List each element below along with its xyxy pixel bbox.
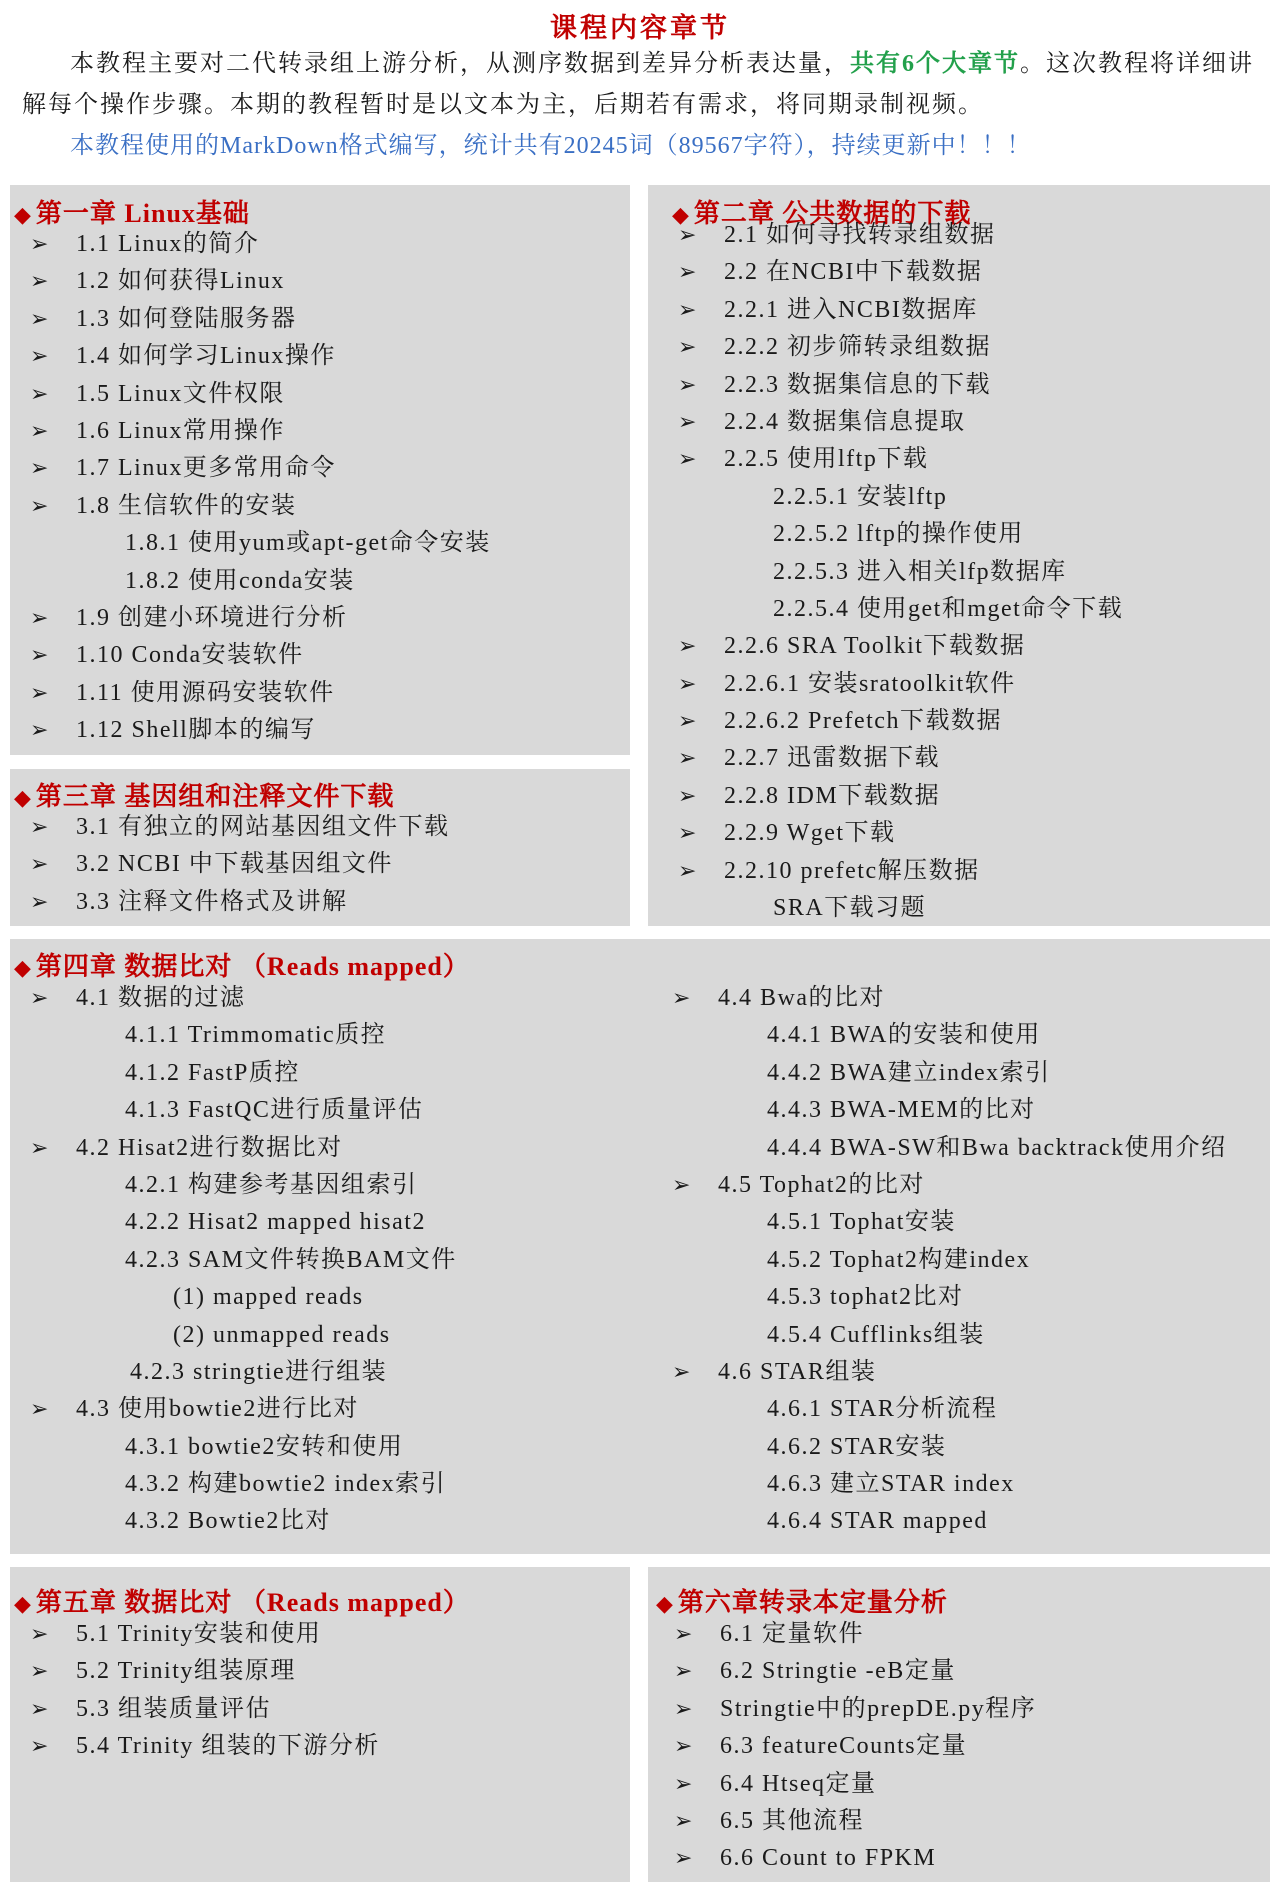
arrow-bullet-icon: ➢ bbox=[678, 634, 698, 660]
toc-item bbox=[28, 413, 628, 450]
toc-item-label: 2.2.3 数据集信息的下载 bbox=[724, 371, 991, 398]
toc-item bbox=[670, 980, 1265, 1017]
toc-item-label: (1) mapped reads bbox=[173, 1284, 364, 1311]
toc-item bbox=[676, 628, 1266, 665]
toc-item-label: 2.2 在NCBI中下载数据 bbox=[724, 259, 983, 286]
toc-item bbox=[28, 450, 628, 487]
toc-item bbox=[28, 1017, 628, 1054]
toc-item-label: 1.4 如何学习Linux操作 bbox=[76, 343, 336, 370]
toc-item bbox=[28, 1391, 628, 1428]
arrow-bullet-icon: ➢ bbox=[678, 821, 698, 847]
page-title: 课程内容章节 bbox=[550, 13, 730, 43]
toc-item-label: 1.6 Linux常用操作 bbox=[76, 417, 285, 444]
toc-item bbox=[28, 1616, 628, 1653]
arrow-bullet-icon: ➢ bbox=[30, 232, 50, 257]
arrow-bullet-icon: ➢ bbox=[30, 1135, 50, 1161]
toc-item-label: 4.5.1 Tophat安装 bbox=[767, 1209, 956, 1236]
toc-item bbox=[28, 338, 628, 375]
toc-item bbox=[670, 1466, 1265, 1503]
arrow-bullet-icon: ➢ bbox=[30, 344, 50, 370]
toc-item bbox=[670, 1429, 1265, 1466]
toc-item bbox=[676, 516, 1266, 553]
toc-item-label: 1.8.2 使用conda安装 bbox=[125, 567, 355, 594]
chapter-3-list bbox=[28, 809, 628, 921]
arrow-bullet-icon: ➢ bbox=[30, 306, 50, 332]
arrow-bullet-icon: ➢ bbox=[30, 418, 50, 444]
toc-item bbox=[676, 441, 1266, 478]
toc-item-label: 1.3 如何登陆服务器 bbox=[76, 305, 297, 332]
toc-item bbox=[672, 1803, 1267, 1840]
toc-item bbox=[676, 217, 1266, 254]
arrow-bullet-icon: ➢ bbox=[672, 1359, 692, 1385]
toc-item-label: 6.2 Stringtie -eB定量 bbox=[720, 1658, 956, 1685]
toc-item bbox=[676, 404, 1266, 441]
diamond-icon: ◆ bbox=[14, 955, 32, 980]
toc-item-label: 4.6.4 STAR mapped bbox=[767, 1508, 988, 1535]
toc-item bbox=[28, 884, 628, 921]
toc-item bbox=[28, 1429, 628, 1466]
toc-item bbox=[28, 1204, 628, 1241]
toc-item bbox=[28, 488, 628, 525]
toc-item bbox=[28, 809, 628, 846]
arrow-bullet-icon: ➢ bbox=[678, 709, 698, 735]
chapter-4-heading bbox=[14, 946, 470, 983]
toc-item bbox=[670, 1317, 1265, 1354]
toc-item-label: 6.5 其他流程 bbox=[720, 1807, 864, 1834]
arrow-bullet-icon: ➢ bbox=[30, 605, 50, 631]
toc-item bbox=[672, 1616, 1267, 1653]
chapter-5-heading bbox=[14, 1582, 470, 1619]
arrow-bullet-icon: ➢ bbox=[674, 1808, 694, 1834]
toc-item-label: 3.3 注释文件格式及讲解 bbox=[76, 888, 348, 915]
toc-item bbox=[28, 600, 628, 637]
chapter-1-panel bbox=[10, 185, 630, 755]
toc-item-label: 2.1 如何寻找转录组数据 bbox=[724, 222, 996, 248]
chapter-3-heading bbox=[14, 776, 394, 813]
toc-item-label: 3.1 有独立的网站基因组文件下载 bbox=[76, 814, 450, 840]
arrow-bullet-icon: ➢ bbox=[30, 889, 50, 915]
toc-item bbox=[28, 1317, 628, 1354]
toc-item bbox=[670, 1167, 1265, 1204]
arrow-bullet-icon: ➢ bbox=[30, 1659, 50, 1685]
toc-item-label: 2.2.8 IDM下载数据 bbox=[724, 782, 941, 809]
toc-item bbox=[28, 1728, 628, 1765]
toc-item-label: 2.2.7 迅雷数据下载 bbox=[724, 745, 940, 772]
chapter-4-right-list bbox=[670, 980, 1265, 1541]
toc-item bbox=[28, 1503, 628, 1540]
toc-item bbox=[670, 1503, 1265, 1540]
chapter-heading-text: 第六章转录本定量分析 bbox=[677, 1588, 948, 1617]
diamond-icon: ◆ bbox=[656, 1591, 674, 1616]
toc-item bbox=[28, 563, 628, 600]
intro-paragraph bbox=[22, 44, 1267, 126]
arrow-bullet-icon: ➢ bbox=[30, 643, 50, 669]
toc-item bbox=[670, 1279, 1265, 1316]
toc-item-label: 2.2.5.4 使用get和mget命令下载 bbox=[773, 595, 1124, 622]
toc-item-label: 4.2.3 SAM文件转换BAM文件 bbox=[125, 1246, 457, 1273]
arrow-bullet-icon: ➢ bbox=[678, 671, 698, 697]
toc-item bbox=[676, 890, 1266, 927]
toc-item bbox=[670, 1017, 1265, 1054]
toc-item bbox=[676, 666, 1266, 703]
diamond-icon: ◆ bbox=[14, 1591, 32, 1616]
arrow-bullet-icon: ➢ bbox=[678, 746, 698, 772]
arrow-bullet-icon: ➢ bbox=[30, 456, 50, 482]
toc-item-label: 4.4.3 BWA-MEM的比对 bbox=[767, 1097, 1036, 1124]
diamond-icon: ◆ bbox=[14, 202, 32, 227]
toc-item-label: 2.2.2 初步筛转录组数据 bbox=[724, 334, 991, 361]
chapter-4-panel bbox=[10, 939, 1270, 1554]
arrow-bullet-icon: ➢ bbox=[674, 1734, 694, 1760]
toc-item-label: 4.4.1 BWA的安装和使用 bbox=[767, 1022, 1041, 1049]
toc-item bbox=[670, 1391, 1265, 1428]
arrow-bullet-icon: ➢ bbox=[678, 447, 698, 473]
chapter-1-heading bbox=[14, 193, 250, 230]
toc-item-label: 2.2.10 prefetc解压数据 bbox=[724, 857, 980, 884]
chapter-4-left-list bbox=[28, 980, 628, 1541]
arrow-bullet-icon: ➢ bbox=[30, 1734, 50, 1760]
toc-item bbox=[28, 1279, 628, 1316]
toc-item-label: 4.2.1 构建参考基因组索引 bbox=[125, 1171, 418, 1198]
diamond-icon: ◆ bbox=[14, 785, 32, 810]
toc-item-label: 4.4 Bwa的比对 bbox=[718, 985, 885, 1011]
toc-item-label: 4.2 Hisat2进行数据比对 bbox=[76, 1134, 343, 1161]
toc-item-label: 2.2.5.1 安装lftp bbox=[773, 483, 948, 510]
chapter-2-panel bbox=[648, 185, 1270, 926]
toc-item bbox=[676, 591, 1266, 628]
toc-item-label: SRA下载习题 bbox=[773, 895, 927, 922]
toc-item-label: 4.3.1 bowtie2安转和使用 bbox=[125, 1433, 404, 1460]
toc-item-label: 2.2.5.3 进入相关lfp数据库 bbox=[773, 558, 1067, 585]
toc-item-label: 2.2.1 进入NCBI数据库 bbox=[724, 296, 978, 323]
arrow-bullet-icon: ➢ bbox=[678, 223, 698, 248]
chapter-6-list bbox=[672, 1616, 1267, 1878]
toc-item-label: 1.9 创建小环境进行分析 bbox=[76, 604, 348, 631]
toc-item-label: 2.2.4 数据集信息提取 bbox=[724, 408, 966, 435]
chapter-heading-text: 第二章 公共数据的下载 bbox=[693, 199, 972, 228]
toc-item-label: 4.1.1 Trimmomatic质控 bbox=[125, 1022, 387, 1049]
toc-item bbox=[28, 1354, 628, 1391]
toc-item-label: 1.8.1 使用yum或apt-get命令安装 bbox=[125, 530, 491, 557]
toc-item-label: 2.2.6.2 Prefetch下载数据 bbox=[724, 708, 1002, 735]
toc-item-label: 6.4 Htseq定量 bbox=[720, 1770, 877, 1797]
arrow-bullet-icon: ➢ bbox=[674, 1696, 694, 1722]
toc-item bbox=[676, 740, 1266, 777]
toc-item bbox=[28, 525, 628, 562]
toc-item-label: 4.6.2 STAR安装 bbox=[767, 1433, 947, 1460]
toc-item bbox=[670, 1130, 1265, 1167]
toc-item bbox=[28, 712, 628, 749]
arrow-bullet-icon: ➢ bbox=[30, 269, 50, 295]
toc-item-label: 5.4 Trinity 组装的下游分析 bbox=[76, 1733, 380, 1760]
toc-item-label: (2) unmapped reads bbox=[173, 1321, 391, 1348]
arrow-bullet-icon: ➢ bbox=[678, 409, 698, 435]
toc-item-label: Stringtie中的prepDE.py程序 bbox=[720, 1695, 1037, 1722]
toc-item bbox=[670, 1354, 1265, 1391]
toc-item-label: 3.2 NCBI 中下载基因组文件 bbox=[76, 851, 393, 878]
toc-item-label: 2.2.6.1 安装sratoolkit软件 bbox=[724, 670, 1016, 697]
toc-item-label: 5.2 Trinity组装原理 bbox=[76, 1658, 296, 1685]
arrow-bullet-icon: ➢ bbox=[672, 1172, 692, 1198]
toc-item bbox=[28, 980, 628, 1017]
arrow-bullet-icon: ➢ bbox=[678, 858, 698, 884]
toc-item-label: 5.3 组装质量评估 bbox=[76, 1695, 271, 1722]
toc-item bbox=[676, 292, 1266, 329]
toc-item-label: 4.6.1 STAR分析流程 bbox=[767, 1396, 998, 1423]
toc-item-label: 4.3.2 Bowtie2比对 bbox=[125, 1508, 331, 1535]
toc-item bbox=[28, 1691, 628, 1728]
arrow-bullet-icon: ➢ bbox=[30, 815, 50, 840]
arrow-bullet-icon: ➢ bbox=[678, 372, 698, 398]
toc-item bbox=[28, 1167, 628, 1204]
toc-item bbox=[670, 1204, 1265, 1241]
toc-item bbox=[676, 703, 1266, 740]
toc-item bbox=[28, 637, 628, 674]
toc-item bbox=[28, 1653, 628, 1690]
chapter-2-list bbox=[676, 217, 1266, 927]
toc-item bbox=[672, 1766, 1267, 1803]
toc-item-label: 4.2.3 stringtie进行组装 bbox=[130, 1358, 388, 1385]
toc-item-label: 1.7 Linux更多常用命令 bbox=[76, 455, 336, 482]
toc-item-label: 2.2.5 使用lftp下载 bbox=[724, 446, 929, 473]
chapter-3-panel bbox=[10, 769, 630, 926]
arrow-bullet-icon: ➢ bbox=[30, 852, 50, 878]
toc-item-label: 4.5.2 Tophat2构建index bbox=[767, 1246, 1031, 1273]
toc-item-label: 6.6 Count to FPKM bbox=[720, 1845, 937, 1872]
intro-part1: 本教程主要对二代转录组上游分析，从测序数据到差异分析表达量， bbox=[70, 51, 850, 77]
intro-stat: 本教程使用的MarkDown格式编写，统计共有20245词（89567字符），持续更新中！！！ bbox=[70, 133, 1032, 159]
toc-item-label: 1.11 使用源码安装软件 bbox=[76, 679, 335, 706]
toc-item bbox=[28, 1055, 628, 1092]
toc-item-label: 4.1.2 FastP质控 bbox=[125, 1059, 300, 1086]
toc-item bbox=[28, 263, 628, 300]
intro-text bbox=[22, 44, 1267, 167]
toc-item bbox=[28, 376, 628, 413]
chapter-heading-text: 第三章 基因组和注释文件下载 bbox=[35, 782, 395, 811]
arrow-bullet-icon: ➢ bbox=[30, 1397, 50, 1423]
toc-item-label: 4.1 数据的过滤 bbox=[76, 985, 246, 1011]
toc-item bbox=[670, 1092, 1265, 1129]
toc-item-label: 1.2 如何获得Linux bbox=[76, 268, 285, 295]
arrow-bullet-icon: ➢ bbox=[674, 1622, 694, 1647]
toc-item-label: 5.1 Trinity安装和使用 bbox=[76, 1621, 322, 1647]
toc-item-label: 4.2.2 Hisat2 mapped hisat2 bbox=[125, 1209, 426, 1236]
intro-highlight: 共有6个大章节 bbox=[850, 51, 1020, 77]
chapter-6-panel bbox=[648, 1567, 1270, 1882]
arrow-bullet-icon: ➢ bbox=[672, 986, 692, 1011]
toc-item bbox=[676, 554, 1266, 591]
toc-item-label: 4.5.3 tophat2比对 bbox=[767, 1284, 964, 1311]
intro-part2: 。这次教程将详细讲解每个操作步骤。本期的教程暂时是以文本为主，后期若有需求，将同期录制视频。 bbox=[22, 51, 1254, 118]
toc-item bbox=[676, 329, 1266, 366]
toc-item-label: 4.6.3 建立STAR index bbox=[767, 1471, 1015, 1498]
arrow-bullet-icon: ➢ bbox=[30, 680, 50, 706]
chapter-1-list bbox=[28, 226, 628, 749]
arrow-bullet-icon: ➢ bbox=[30, 381, 50, 407]
toc-item bbox=[28, 301, 628, 338]
toc-item bbox=[28, 1092, 628, 1129]
toc-item bbox=[28, 846, 628, 883]
toc-item-label: 6.1 定量软件 bbox=[720, 1621, 864, 1647]
toc-item-label: 1.5 Linux文件权限 bbox=[76, 380, 285, 407]
toc-item bbox=[28, 226, 628, 263]
arrow-bullet-icon: ➢ bbox=[30, 718, 50, 744]
toc-item-label: 4.6 STAR组装 bbox=[718, 1358, 877, 1385]
toc-item bbox=[28, 675, 628, 712]
toc-item-label: 1.1 Linux的简介 bbox=[76, 231, 260, 257]
toc-item bbox=[676, 254, 1266, 291]
toc-item-label: 4.3.2 构建bowtie2 index索引 bbox=[125, 1471, 447, 1498]
arrow-bullet-icon: ➢ bbox=[674, 1846, 694, 1872]
arrow-bullet-icon: ➢ bbox=[674, 1771, 694, 1797]
toc-item-label: 6.3 featureCounts定量 bbox=[720, 1733, 968, 1760]
arrow-bullet-icon: ➢ bbox=[678, 260, 698, 286]
toc-item bbox=[28, 1242, 628, 1279]
toc-item-label: 1.10 Conda安装软件 bbox=[76, 642, 304, 669]
toc-item-label: 1.12 Shell脚本的编写 bbox=[76, 717, 316, 744]
toc-item-label: 4.5.4 Cufflinks组装 bbox=[767, 1321, 985, 1348]
chapter-6-heading bbox=[656, 1582, 948, 1619]
toc-item-label: 2.2.5.2 lftp的操作使用 bbox=[773, 521, 1024, 548]
arrow-bullet-icon: ➢ bbox=[678, 783, 698, 809]
toc-item-label: 2.2.6 SRA Toolkit下载数据 bbox=[724, 633, 1026, 660]
toc-item-label: 4.5 Tophat2的比对 bbox=[718, 1171, 925, 1198]
chapter-heading-text: 第五章 数据比对 （Reads mapped） bbox=[35, 1588, 470, 1617]
arrow-bullet-icon: ➢ bbox=[678, 297, 698, 323]
toc-item bbox=[28, 1130, 628, 1167]
arrow-bullet-icon: ➢ bbox=[30, 1696, 50, 1722]
chapter-heading-text: 第一章 Linux基础 bbox=[35, 199, 250, 228]
toc-item bbox=[672, 1728, 1267, 1765]
toc-item-label: 4.4.2 BWA建立index索引 bbox=[767, 1059, 1051, 1086]
arrow-bullet-icon: ➢ bbox=[674, 1659, 694, 1685]
toc-item bbox=[672, 1653, 1267, 1690]
chapter-5-panel bbox=[10, 1567, 630, 1882]
toc-item bbox=[672, 1691, 1267, 1728]
toc-item bbox=[670, 1242, 1265, 1279]
toc-item bbox=[670, 1055, 1265, 1092]
toc-item bbox=[676, 479, 1266, 516]
toc-item-label: 4.3 使用bowtie2进行比对 bbox=[76, 1396, 359, 1423]
toc-item bbox=[676, 815, 1266, 852]
arrow-bullet-icon: ➢ bbox=[678, 335, 698, 361]
toc-item bbox=[676, 367, 1266, 404]
chapter-5-list bbox=[28, 1616, 628, 1766]
arrow-bullet-icon: ➢ bbox=[30, 986, 50, 1011]
diamond-icon: ◆ bbox=[672, 202, 690, 227]
toc-item-label: 2.2.9 Wget下载 bbox=[724, 820, 896, 847]
toc-item-label: 4.1.3 FastQC进行质量评估 bbox=[125, 1097, 424, 1124]
toc-item bbox=[672, 1840, 1267, 1877]
toc-item-label: 4.4.4 BWA-SW和Bwa backtrack使用介绍 bbox=[767, 1134, 1227, 1161]
chapter-heading-text: 第四章 数据比对 （Reads mapped） bbox=[35, 952, 470, 981]
toc-item-label: 1.8 生信软件的安装 bbox=[76, 492, 297, 519]
arrow-bullet-icon: ➢ bbox=[30, 1622, 50, 1647]
arrow-bullet-icon: ➢ bbox=[30, 493, 50, 519]
toc-item bbox=[28, 1466, 628, 1503]
toc-item bbox=[676, 853, 1266, 890]
toc-item bbox=[676, 778, 1266, 815]
